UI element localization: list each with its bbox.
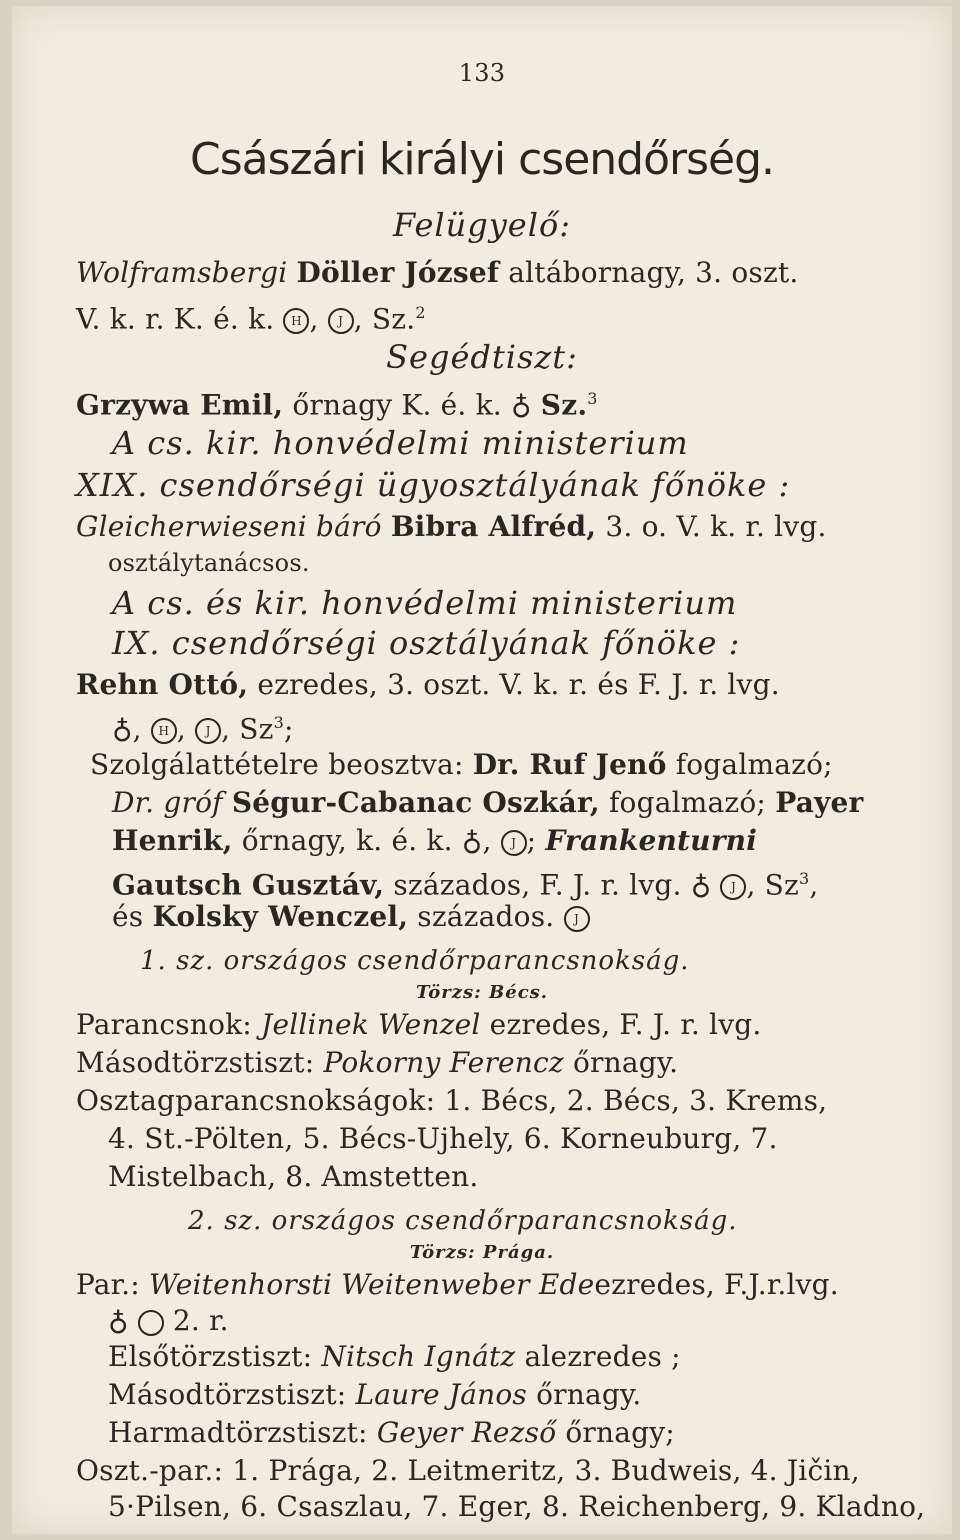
j-order-icon: J [195, 718, 221, 744]
rank-text: őrnagy, k. é. k. [241, 824, 453, 857]
person-name: Laure János [355, 1378, 528, 1411]
name-prefix: Wolframsbergi [76, 256, 288, 289]
person-name: Henrik, [112, 824, 233, 857]
page-number: 133 [458, 59, 506, 87]
text-line: ♁, H , J , Sz$^3$; [112, 712, 294, 746]
person-name: Grzywa Emil, [76, 388, 284, 422]
rank-text: őrnagy; [565, 1416, 675, 1449]
text-line [112, 900, 590, 934]
punctuation: ; [284, 712, 294, 746]
person-name: Weitenhorsti Weitenweber Ede [149, 1268, 595, 1301]
medal-icon: ♁ [461, 824, 483, 857]
rank-text: ezredes, 3. oszt. V. k. r. és F. J. r. lvg. [257, 668, 780, 701]
medal-icon: ♁ [690, 868, 712, 902]
decoration-text: , Sz [221, 712, 274, 746]
page-title: Császári királyi csendőrség. [189, 134, 775, 185]
person-name: Rehn Ottó, [76, 668, 249, 701]
superscript: 3 [799, 869, 810, 888]
text-line: Gautsch Gusztáv, százados, F. J. r. lvg. ♁ J , Sz$^3$, [112, 868, 819, 902]
text-line: 4. St.-Pölten, 5. Bécs-Ujhely, 6. Korneuburg, 7. [108, 1122, 778, 1155]
label-text: Másodtörzstiszt: [108, 1378, 347, 1411]
person-name: Dr. Ruf Jenő [472, 748, 667, 781]
label-text: Parancsnok: [76, 1008, 252, 1041]
text-line: V. k. r. K. é. k. H , J , Sz.$^2$ [76, 302, 426, 336]
rank-text: őrnagy. [536, 1378, 642, 1411]
decoration-text: , Sz. [353, 302, 416, 336]
text-line [76, 668, 780, 702]
decoration-text: V. k. r. K. é. k. [76, 302, 275, 336]
rank-text: alezredes ; [524, 1340, 681, 1373]
heading-segedtiszt: Segédtiszt: [386, 338, 578, 376]
text-line [90, 748, 833, 782]
conjunction-text: és [112, 900, 144, 933]
text-line [76, 1268, 839, 1302]
medal-icon: ♁ [112, 712, 133, 746]
rank-text: ezredes, F.J.r.lvg. [594, 1268, 839, 1301]
decoration-text: 2. r. [172, 1304, 229, 1337]
text-line: Oszt.-par.: 1. Prága, 2. Leitmeritz, 3. Budweis, 4. Jičin, [76, 1454, 860, 1487]
text-line: Henrik, őrnagy, k. é. k. ♁, J ; Frankenturni [112, 824, 758, 857]
h-order-icon: H [151, 718, 177, 744]
rank-text: 3. o. V. k. r. lvg. [605, 510, 827, 543]
text-line [108, 1340, 681, 1374]
label-text: Szolgálattételre beosztva: [90, 748, 464, 781]
rank-text: őrnagy K. é. k. [292, 388, 502, 422]
rank-text: fogalmazó; [675, 748, 833, 781]
j-order-icon: J [720, 874, 746, 900]
superscript: 3 [587, 389, 598, 408]
j-order-icon: J [564, 906, 590, 932]
rank-text: százados. [417, 900, 555, 933]
text-line [108, 1416, 675, 1450]
section-heading: A cs. és kir. honvédelmi ministerium [112, 584, 738, 622]
rank-text: százados, F. J. r. lvg. [393, 868, 682, 902]
name-prefix: Frankenturni [545, 824, 758, 857]
text-line [108, 1378, 641, 1412]
person-name: Nitsch Ignátz [321, 1340, 516, 1373]
section-heading: 2. sz. országos csendőrparancsnokság. [188, 1206, 738, 1236]
label-text: Másodtörzstiszt: [76, 1046, 315, 1079]
circle-order-icon [138, 1310, 164, 1336]
h-order-icon: H [283, 308, 309, 334]
medal-icon: ♁ [108, 1304, 129, 1337]
text-line [76, 1046, 678, 1080]
person-name: Geyer Rezső [376, 1416, 557, 1449]
person-name: Bibra Alfréd, [390, 510, 597, 543]
text-line [76, 382, 598, 422]
superscript: 2 [415, 303, 426, 322]
rank-text: altábornagy, 3. oszt. [508, 256, 799, 289]
text-line [76, 1008, 761, 1042]
person-name: Döller József [296, 256, 500, 289]
section-heading: IX. csendőrségi osztályának főnöke : [112, 624, 741, 662]
person-name: Jellinek Wenzel [261, 1008, 481, 1041]
label-text: Par.: [76, 1268, 140, 1301]
person-name: Pokorny Ferencz [323, 1046, 564, 1079]
text-line: Osztagparancsnokságok: 1. Bécs, 2. Bécs, 3. Krems, [76, 1084, 828, 1117]
name-prefix: Gleicherwieseni báró [76, 510, 382, 543]
section-subheading: Törzs: Bécs. [415, 982, 549, 1003]
j-order-icon: J [328, 308, 354, 334]
section-heading: XIX. csendőrségi ügyosztályának főnöke : [76, 466, 791, 504]
person-name: Gautsch Gusztáv, [112, 868, 385, 902]
heading-felugyelo: Felügyelő: [392, 206, 571, 244]
section-heading: 1. sz. országos csendőrparancsnokság. [140, 946, 690, 976]
rank-text: ezredes, F. J. r. lvg. [489, 1008, 762, 1041]
label-text: Elsőtörzstiszt: [108, 1340, 313, 1373]
decoration-text: Sz. [540, 388, 588, 422]
text-line: 5·Pilsen, 6. Csaszlau, 7. Eger, 8. Reichenberg, 9. Kladno, [108, 1490, 926, 1523]
text-line: Mistelbach, 8. Amstetten. [108, 1160, 479, 1193]
j-order-icon: J [501, 830, 527, 856]
text-line [76, 510, 827, 544]
text-line [76, 256, 799, 290]
person-name: Ségur-Cabanac Oszkár, [231, 786, 600, 819]
rank-text: fogalmazó; [608, 786, 767, 819]
text-line: osztálytanácsos. [108, 549, 310, 577]
medal-icon: ♁ [511, 388, 532, 422]
section-subheading: Törzs: Prága. [409, 1242, 555, 1263]
document-page [12, 6, 952, 1534]
section-heading: A cs. kir. honvédelmi ministerium [112, 424, 689, 462]
text-line [108, 1304, 229, 1338]
person-name: Kolsky Wenczel, [152, 900, 409, 933]
rank-text: őrnagy. [572, 1046, 679, 1079]
text-line [112, 786, 863, 820]
name-prefix: Dr. gróf [112, 786, 223, 819]
person-name: Payer [775, 786, 864, 819]
superscript: 3 [273, 713, 285, 732]
label-text: Harmadtörzstiszt: [108, 1416, 368, 1449]
